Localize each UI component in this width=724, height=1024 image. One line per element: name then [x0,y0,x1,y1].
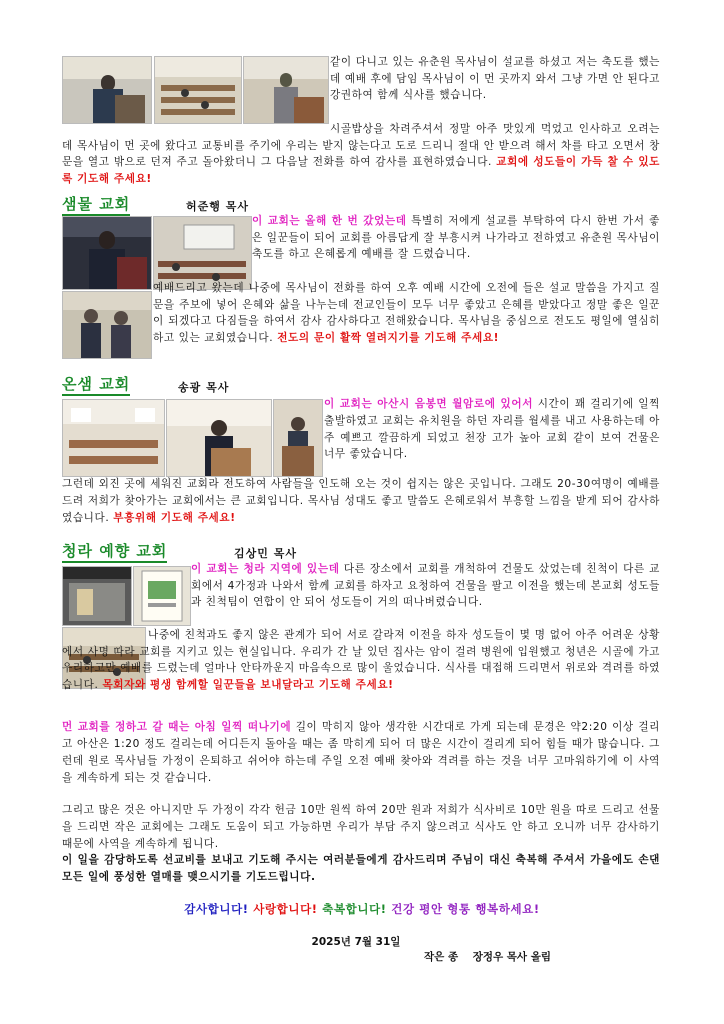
photo-chungra-entrance [62,566,132,626]
sec2-paragraph-1: 이 교회는 올해 한 번 갔었는데 특별히 저에게 설교를 부탁하여 다시 한번 가서 좋은 일꾼들이 되어 교회를 아름답게 잘 부흥시켜 나가라고 전하였고 유춘원 목사님이 축도를 하고 은혜롭게 예배를 잘 드렸습니다. [252,215,661,261]
thanks-2: 사랑합니다! [253,902,318,916]
sec2-prayer: 전도의 문이 활짝 열려지기를 기도해 주세요! [277,332,500,345]
sec3-lead: 이 교회는 아산시 음봉면 월암로에 있어서 [324,398,534,410]
photo-onsam-preacher [166,399,272,477]
sec3-paragraph-1: 이 교회는 아산시 음봉면 월암로에 있어서 시간이 꽤 걸리기에 일찍 출발하였고 교회는 유치원을 하던 자리를 월세를 내고 사용하는데 아주 예쁘고 깔끔하게 되었고 천장 고가 높아 교회 같이 보여 건물은 너무 좋았습니다. [324,398,660,461]
signature: 작은 종 장정우 목사 올림 [424,951,552,963]
sec2-pastor: 허준행 목사 [186,200,249,213]
photo-samul-pastors [62,291,152,359]
photo-pastor-podium [243,56,329,124]
photo-onsam-hall [62,399,165,477]
sec3-paragraph-2: 그런데 외진 곳에 세워진 교회라 전도하여 사람들을 인도해 오는 것이 쉽지는 않은 곳입니다. 그래도 20-30여명이 예배를 드려 저희가 찾아가는 교회에서는 큰 교회입니다. 목사님 성대도 좋고 말씀도 은혜로워서 부흥할 느낌을 받게 되어 감사하였습니다. 부흥위해 기도해 주세요! [62,478,660,524]
sec4-paragraph-1: 이 교회는 청라 지역에 있는데 다른 장소에서 교회를 개척하여 건물도 샀었는데 친척이 다른 교회에서 4가정과 나와서 함께 교회를 하자고 요청하여 건물을 팔고 이전을 했는데 본교회 성도들과 친척팀이 연합이 안 되어 성도들이 거의 떠나버렸습니다. [191,563,660,609]
closing-paragraph-3: 이 일을 감당하도록 선교비를 보내고 기도해 주시는 여러분들에게 감사드리며 주님이 대신 축복해 주셔서 가을에도 손댄 모든 일에 풍성한 열매를 맺으시기를 기도드립니다. [62,854,660,883]
sec3-prayer: 부흥위해 기도해 주세요! [113,511,236,524]
photo-preacher [62,56,152,124]
closing-paragraph-2: 그리고 많은 것은 아니지만 두 가정이 각각 헌금 10만 원씩 하여 20만 원과 저희가 식사비로 10만 원을 따로 드리고 선물을 드리면 작은 교회에는 그래도 도움이 되고 가능하면 우리가 부담 주지 않으려고 식사도 안 하고 오니까 너무 감사하기 때문에 사역을 계속하게 됩니다. [62,804,660,850]
thanks-1: 감사합니다! [184,902,249,916]
sec2-lead: 이 교회는 올해 한 번 갔었는데 [252,215,407,227]
closing-lead: 먼 교회를 정하고 갈 때는 아침 일찍 떠나기에 [62,721,292,733]
photo-samul-screen [153,216,252,290]
closing-paragraph-1: 먼 교회를 정하고 갈 때는 아침 일찍 떠나기에 길이 막히지 않아 생각한 시간대로 가게 되는데 문경은 약2:20 이상 걸리고 아산은 1:20 정도 걸리는데 어디든지 돌아올 때는 좀 막히게 되어 더 많은 시간이 걸리게 되어 힘들 때가 많습니다. 그런데 원로 목사님들 가정이 은퇴하고 쉬어야 하는데 주일 오전 예배 찾아와 격려를 하는 것을 너무 고마워하기에 이 사역을 계속하게 되는 것 같습니다. [62,721,660,784]
photo-onsam-podium [273,399,323,477]
sec1-prayer: 교회에 성도들이 가득 찰 수 있도록 기도해 주세요! [62,156,661,185]
thanks-line [0,901,724,917]
sec3-pastor: 송광 목사 [178,381,230,394]
date: 2025년 7월 31일 [311,936,401,948]
sec3-title: 온샘 교회 [62,375,130,396]
photo-chungra-sign [133,566,191,626]
sec4-lead: 이 교회는 청라 지역에 있는데 [191,563,340,575]
sec4-prayer: 목회자와 평생 함께할 일꾼들을 보내달라고 기도해 주세요! [102,678,394,691]
sec1-paragraph-2: 시골밥상을 차려주셔서 정말 아주 맛있게 먹었고 인사하고 오려는데 목사님이 먼 곳에 왔다고 교통비를 주기에 우리는 받지 않는다고 도로 드리니 절대 안 받으려 해서 차를 타고 오면서 창문을 열고 밖으로 던져 주고 돌아왔더니 그 다음날 전화를 하여 감사를 표현하였습니다. 교회에 성도들이 가득 찰 수 있도록 기도해 주세요! [62,123,661,185]
sec2-title: 샘물 교회 [62,195,130,216]
thanks-3: 축복합니다! [322,902,387,916]
thanks-4: 건강 평안 형통 행복하세요! [391,902,540,916]
sec1-paragraph-1: 같이 다니고 있는 유춘원 목사님이 설교를 하셨고 저는 축도를 했는데 예배 후에 담임 목사님이 이 먼 곳까지 와서 그냥 가면 안 된다고 강권하여 함께 식사를 했습니다. [330,56,660,102]
sec4-title: 청라 예향 교회 [62,542,167,563]
sec4-pastor: 김상민 목사 [234,547,297,560]
photo-congregation [154,56,242,124]
sec2-paragraph-2: 예배드리고 왔는데 나중에 목사님이 전화를 하여 오후 예배 시간에 오전에 들은 설교 말씀을 가지고 질문을 주보에 넣어 은혜와 삶을 나누는데 전교인들이 모두 너무 좋았고 은혜를 받았다고 정말 좋은 일꾼이 되겠다고 다짐들을 하여서 감사 감사하다고 전해왔습니다. 목사님을 중심으로 전도도 평일에 열심히 하고 있는 교회였습니다. 전도의 문이 활짝 열려지기를 기도해 주세요! [153,282,660,345]
sec4-paragraph-2: 나중에 친척과도 좋지 않은 관계가 되어 서로 갈라져 이전을 하자 성도들이 몇 명 없어 아주 어려운 상황에서 사명 따라 교회를 지키고 있는 현실입니다. 우리가 간 날 있던 집사는 암이 걸려 병원에 입원했고 청년은 시골에 가고 우리하고만 예배를 드렸는데 얼마나 안타까운지 마음속으로 많이 울었습니다. 식사를 대접해 드리면서 위로와 격려를 하였습니다. 목회자와 평생 함께할 일꾼들을 보내달라고 기도해 주세요! [62,629,660,691]
photo-samul-preacher [62,216,152,290]
